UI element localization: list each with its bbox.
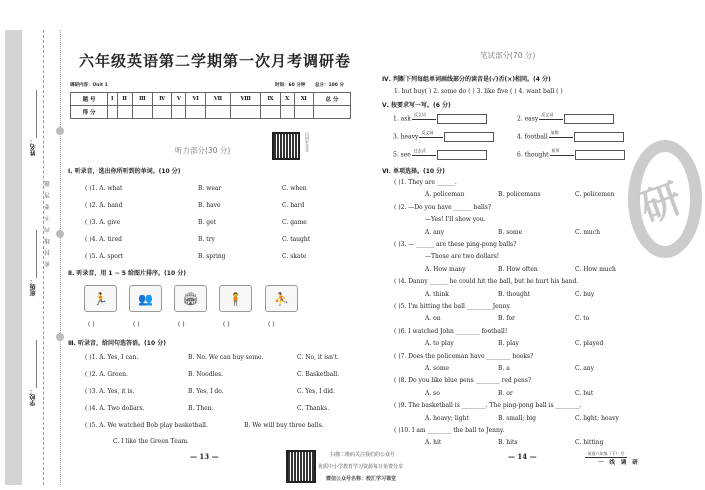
s6-option: A. think: [425, 290, 449, 298]
s6-option: A. some: [425, 365, 450, 372]
binding-hole: [56, 333, 64, 341]
s5-hint: 反义词: [413, 111, 426, 117]
s6-option: C. buy: [575, 290, 595, 298]
s1-option: C. skate: [282, 253, 307, 260]
s5-word: 4. football: [517, 133, 548, 141]
s5-hint: 反义词: [541, 111, 554, 117]
score-input-cell[interactable]: [313, 106, 350, 119]
s1-option: ( )2. A. hand: [85, 202, 123, 209]
s5-word: 1. ask: [393, 115, 411, 123]
section-1-heading: Ⅰ. 听录音，选出你所听到的单词。(10 分): [68, 168, 181, 175]
score-input-cell[interactable]: [153, 106, 172, 119]
answer-box[interactable]: [444, 132, 494, 142]
s1-option: ( )5. A. sport: [85, 253, 124, 260]
score-header-cell: Ⅱ: [117, 93, 132, 106]
page-number-right: — 14 —: [508, 452, 537, 461]
s5-word: 6. thought: [517, 151, 549, 159]
s5-hint: 复数: [550, 129, 559, 135]
score-header-cell: Ⅲ: [132, 93, 153, 106]
s6-option: A. How many: [425, 265, 466, 273]
name-field[interactable]: 姓名：________________: [30, 90, 37, 156]
s6-option: C. played: [575, 340, 604, 348]
s6-option: B. some: [498, 228, 523, 236]
s6-option: C. light; heavy: [575, 414, 619, 422]
s6-option: A. heavy; light: [425, 414, 469, 422]
s6-question: ( )9. The basketball is ________. The ping-pong ball is ________.: [394, 402, 582, 410]
s5-word: 2. easy: [517, 115, 539, 123]
s3-option: ( )2. A. Green.: [85, 371, 128, 378]
s1-option: C. hard: [282, 202, 305, 209]
score-header-cell: Ⅸ: [261, 93, 280, 106]
s6-option: B. small; big: [498, 414, 536, 422]
s6-option: B. thought: [498, 290, 531, 298]
section-3-heading: Ⅲ. 听录音，给问句选答语。(10 分): [68, 340, 166, 347]
footer-line-1: 扫描二维码关注我们的公众号: [330, 452, 396, 458]
listening-section-title: 听力部分(30 分): [175, 146, 231, 155]
answer-box[interactable]: [575, 150, 625, 160]
time-limit: 时间：60 分钟: [275, 83, 306, 88]
s5-item: [517, 111, 614, 124]
s6-question: —Yes! I'll show you.: [425, 216, 486, 224]
footer-qr-code[interactable]: [286, 450, 316, 483]
s6-option: C. hitting: [575, 439, 604, 447]
page-title: 六年级英语第二学期第一次月考调研卷: [78, 52, 351, 70]
s6-option: A. on: [425, 315, 441, 323]
s6-option: C. any: [575, 365, 595, 372]
score-input-cell[interactable]: [108, 106, 118, 119]
s3-option: ( )3. A. Yes, it is.: [85, 388, 135, 395]
s5-word: 5. see: [393, 151, 411, 159]
s5-item: [393, 129, 494, 142]
survey-content: 调研内容：Unit 1: [70, 83, 108, 88]
s3-option: ( )5. A. We watched Bob play basketball.: [85, 422, 208, 429]
s5-hint: 原形: [551, 147, 560, 153]
s1-option: B. try: [198, 236, 215, 243]
listening-qr-code[interactable]: [272, 132, 300, 160]
binding-hole: [56, 127, 64, 135]
s6-option: A. to play: [425, 340, 454, 348]
s3-option: B. Yes, I do.: [188, 388, 224, 395]
s5-word: 3. heavy: [393, 133, 419, 141]
score-header-row: [71, 93, 351, 106]
s1-option: C. game: [282, 219, 307, 226]
s6-question: —Those are two dollars!: [425, 253, 500, 261]
s6-question: ( )8. Do you like blue pens ________ red pens?: [394, 377, 532, 385]
score-input-cell[interactable]: [261, 106, 280, 119]
s6-question: ( )1. They are ______.: [394, 179, 457, 186]
s6-option: B. or: [498, 389, 513, 397]
s5-item: [393, 111, 487, 124]
s1-option: ( )1. A. what: [85, 185, 123, 192]
order-blank[interactable]: ( ): [223, 321, 230, 328]
s6-option: B. hits: [498, 439, 518, 447]
s6-option: C. to: [575, 315, 590, 323]
picture-stadium: 🏟: [174, 285, 207, 312]
section-4-heading: Ⅳ. 判断下列每组单词画线部分的读音是(√)否(×)相同。(4 分): [382, 76, 551, 83]
s6-option: C. How much: [575, 265, 616, 273]
s6-question: ( )6. I watched John ________ football!: [394, 327, 508, 335]
s1-option: B. get: [198, 219, 217, 226]
s3-option: ( )1. A. Yes, I can.: [85, 354, 139, 361]
s1-option: ( )3. A. give: [85, 219, 121, 226]
picture-boy-running: 🏃: [84, 285, 117, 312]
picture-shop: 🧍: [219, 285, 252, 312]
s6-question: ( )4. Danny ______ he could hit the ball, but he hurt his hand.: [394, 278, 579, 286]
score-input-cell[interactable]: [172, 106, 186, 119]
s5-hint: 反义词: [421, 129, 434, 135]
s6-question: ( )2. —Do you have ______ balls?: [394, 203, 492, 211]
s4-items: 1. but buy( ) 2. some do ( ) 3. like five ( ) 4. want ball ( ): [394, 88, 563, 95]
s3-option: C. No, it isn't.: [297, 354, 339, 361]
s1-option: C. when: [282, 185, 307, 192]
score-input-cell[interactable]: [205, 106, 230, 119]
s3-option: C. Basketball.: [297, 371, 340, 378]
score-input-cell[interactable]: [294, 106, 313, 119]
order-blank[interactable]: ( ): [268, 321, 275, 328]
s6-option: A. any: [425, 228, 444, 236]
s3-option: C. I like the Green Team.: [113, 438, 189, 445]
fold-line: [60, 30, 61, 485]
s6-option: B. How often: [498, 265, 538, 273]
score-row: [71, 106, 351, 119]
s1-option: ( )4. A. tired: [85, 236, 122, 243]
qr-caption: 扫码听录音: [305, 132, 310, 152]
footer-line-2: 优质中小学教育学习资源每日免费分享: [318, 464, 404, 470]
s3-option: B. Noodles.: [188, 371, 223, 378]
answer-box[interactable]: [564, 114, 614, 124]
total-score: 总分：100 分: [315, 83, 344, 88]
section-6-heading: Ⅵ. 单项选择。(10 分): [382, 168, 445, 175]
score-input-cell[interactable]: [230, 106, 260, 119]
binding-strip: [5, 30, 22, 485]
s6-option: B. policemans: [498, 191, 541, 199]
score-header-cell: Ⅰ: [108, 93, 118, 106]
s3-option: C. Thanks.: [297, 405, 330, 412]
s6-question: ( )7. Does the policeman have ________ books?: [394, 352, 534, 360]
s6-question: ( )5. I'm hitting the ball ________ Jenny.: [394, 303, 511, 310]
s6-option: B. for: [498, 315, 515, 323]
s6-option: C. policemen: [575, 191, 615, 199]
s6-option: A. so: [425, 389, 440, 397]
section-2-heading: Ⅱ. 听录音，用 1 ~ 5 给图片排序。(10 分): [68, 270, 186, 277]
score-header-cell: 总 分: [313, 93, 350, 106]
s5-hint: 过去式: [413, 147, 426, 153]
s6-option: B. play: [498, 340, 519, 348]
class-field[interactable]: 班级：________________: [30, 230, 37, 296]
score-input-cell[interactable]: [280, 106, 294, 119]
score-header-cell: Ⅳ: [153, 93, 172, 106]
s6-option: A. hit: [425, 439, 442, 447]
score-input-cell[interactable]: [132, 106, 153, 119]
s6-option: C. but: [575, 389, 594, 397]
s6-option: C. much: [575, 228, 600, 236]
score-label-cell: 得 分: [71, 106, 108, 119]
score-header-cell: Ⅶ: [205, 93, 230, 106]
page-number-left: — 13 —: [190, 452, 219, 461]
s6-option: B. a: [498, 365, 510, 372]
score-input-cell[interactable]: [186, 106, 206, 119]
s5-item: [517, 147, 625, 160]
s1-option: C. taught: [282, 236, 311, 243]
order-blank[interactable]: ( ): [178, 321, 185, 328]
seal-notice: 密封线内不要答题: [45, 175, 51, 267]
s6-question: ( )3. — ______ are these ping-pong balls?: [394, 241, 517, 248]
answer-box[interactable]: [437, 114, 487, 124]
score-header-cell: Ⅷ: [230, 93, 260, 106]
order-blank[interactable]: ( ): [133, 321, 140, 328]
s1-option: B. wear: [198, 185, 222, 192]
s6-question: ( )10. I am ________ the ball to Jenny.: [394, 427, 505, 434]
s1-option: B. spring: [198, 253, 226, 260]
picture-kids-basketball: ⛹: [265, 285, 298, 312]
s3-option: ( )4. A. Two dollars.: [85, 405, 145, 412]
hint-arrow: [412, 147, 436, 156]
score-header-cell: Ⅹ: [280, 93, 294, 106]
score-header-cell: Ⅵ: [186, 93, 206, 106]
binding-hole: [56, 230, 64, 238]
hint-arrow: [549, 129, 573, 138]
answer-box[interactable]: [574, 132, 624, 142]
series-label: · 英语六年级（下）· 月 ·: [585, 451, 627, 456]
answer-box[interactable]: [437, 150, 487, 160]
s5-item: [517, 129, 624, 142]
s1-option: B. have: [198, 202, 221, 209]
picture-two-people: 👥: [129, 285, 162, 312]
score-input-cell[interactable]: [117, 106, 132, 119]
section-5-heading: Ⅴ. 按要求写一写。(6 分): [382, 102, 451, 109]
score-header-cell: 题 号: [71, 93, 108, 106]
hint-arrow: [419, 129, 443, 138]
score-header-cell: Ⅺ: [294, 93, 313, 106]
school-field[interactable]: 学校：________________: [30, 340, 37, 406]
s3-option: B. We will buy three balls.: [244, 422, 324, 429]
s3-option: B. Then.: [188, 405, 214, 412]
s6-option: A. policeman: [425, 191, 465, 199]
series-brand: 一 线 调 研: [598, 460, 640, 466]
score-header-cell: Ⅴ: [172, 93, 186, 106]
footer-line-3: 微信公众号名称：校汇学习课堂: [326, 476, 397, 482]
hint-arrow: [550, 147, 574, 156]
hint-arrow: [539, 111, 563, 120]
s3-option: C. Yes, I did.: [297, 388, 335, 395]
s3-option: B. No. We can buy some.: [188, 354, 264, 361]
hint-arrow: [412, 111, 436, 120]
order-blank[interactable]: ( ): [88, 321, 95, 328]
s5-item: [393, 147, 487, 160]
score-table: [70, 92, 351, 119]
writing-section-title: 笔试部分(70 分): [480, 51, 536, 60]
watermark-char: 研: [634, 175, 688, 233]
